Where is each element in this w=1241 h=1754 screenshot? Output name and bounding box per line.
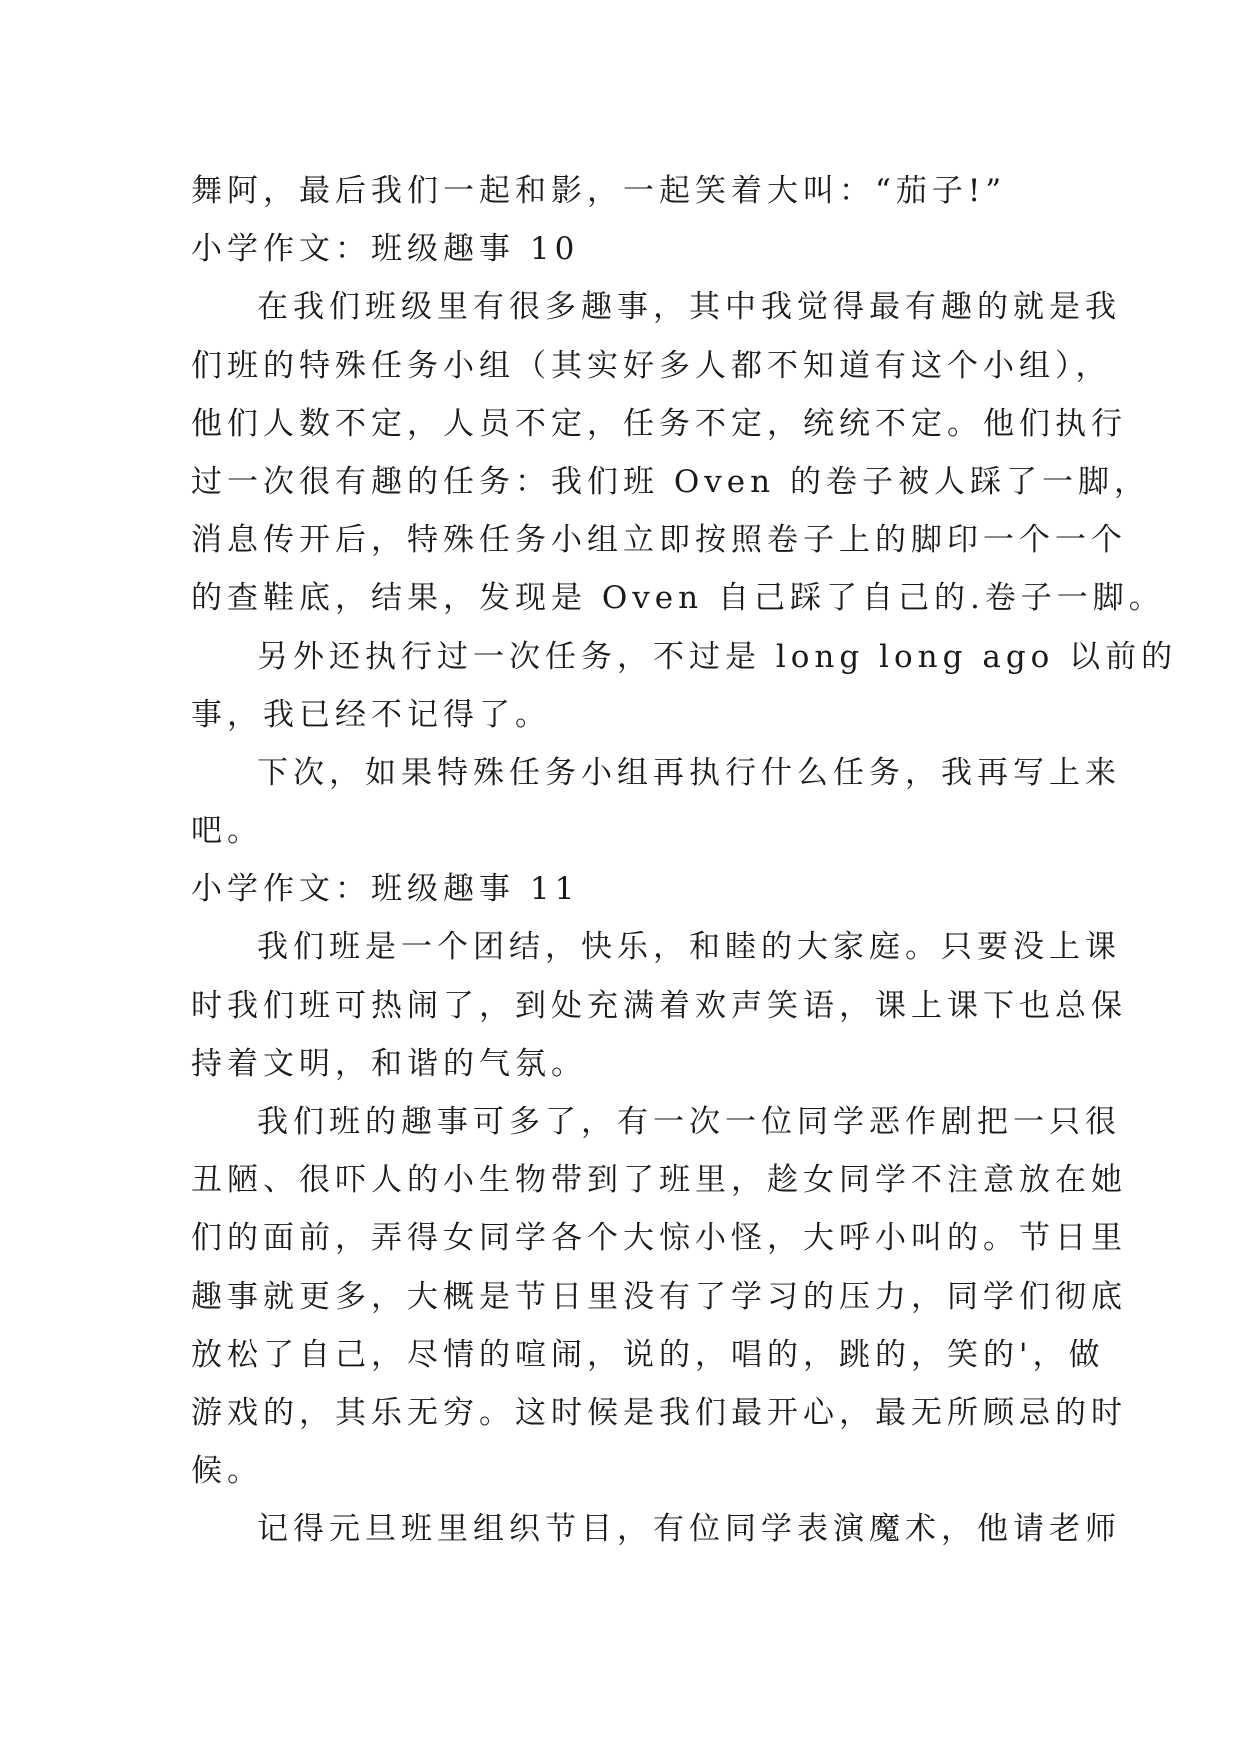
text-line: 放松了自己，尽情的喧闹，说的，唱的，跳的，笑的'，做 (191, 1336, 1105, 1373)
text-line: 舞阿，最后我们一起和影，一起笑着大叫：“茄子!” (191, 173, 1007, 209)
text-line: 游戏的，其乐无穷。这时候是我们最开心，最无所顾忌的时 (191, 1394, 1127, 1431)
paragraph-line: 另外还执行过一次任务，不过是 long long ago 以前的 (257, 638, 1178, 675)
text-line: 趣事就更多，大概是节日里没有了学习的压力，同学们彻底 (191, 1278, 1127, 1315)
paragraph-line: 下次，如果特殊任务小组再执行什么任务，我再写上来 (257, 754, 1121, 791)
paragraph-line: 在我们班级里有很多趣事，其中我觉得最有趣的就是我 (257, 289, 1121, 326)
paragraph-line: 我们班是一个团结，快乐，和睦的大家庭。只要没上课 (257, 929, 1121, 966)
text-line: 丑陋、很吓人的小生物带到了班里，趁女同学不注意放在她 (191, 1162, 1127, 1199)
text-line: 们的面前，弄得女同学各个大惊小怪，大呼小叫的。节日里 (191, 1220, 1127, 1257)
document-body (191, 162, 1178, 1559)
paragraph-line: 记得元旦班里组织节目，有位同学表演魔术，他请老师 (257, 1511, 1121, 1548)
paragraph-line: 我们班的趣事可多了，有一次一位同学恶作剧把一只很 (257, 1104, 1121, 1140)
text-line: 们班的特殊任务小组（其实好多人都不知道有这个小组）， (191, 347, 1112, 384)
text-line: 过一次很有趣的任务：我们班 Oven 的卷子被人踩了一脚， (191, 463, 1150, 500)
text-line: 候。 (191, 1453, 263, 1490)
text-line: 消息传开后，特殊任务小组立即按照卷子上的脚印一个一个 (191, 522, 1127, 559)
section-heading: 小学作文：班级趣事 11 (191, 871, 580, 908)
text-line: 持着文明，和谐的气氛。 (191, 1045, 587, 1082)
section-heading: 小学作文：班级趣事 10 (191, 231, 580, 268)
text-line: 他们人数不定，人员不定，任务不定，统统不定。他们执行 (191, 405, 1127, 442)
text-line: 的查鞋底，结果，发现是 Oven 自己踩了自己的.卷子一脚。 (191, 580, 1165, 617)
text-line: 时我们班可热闹了，到处充满着欢声笑语，课上课下也总保 (191, 987, 1127, 1024)
text-line: 吧。 (191, 813, 263, 850)
text-line: 事，我已经不记得了。 (191, 696, 551, 733)
